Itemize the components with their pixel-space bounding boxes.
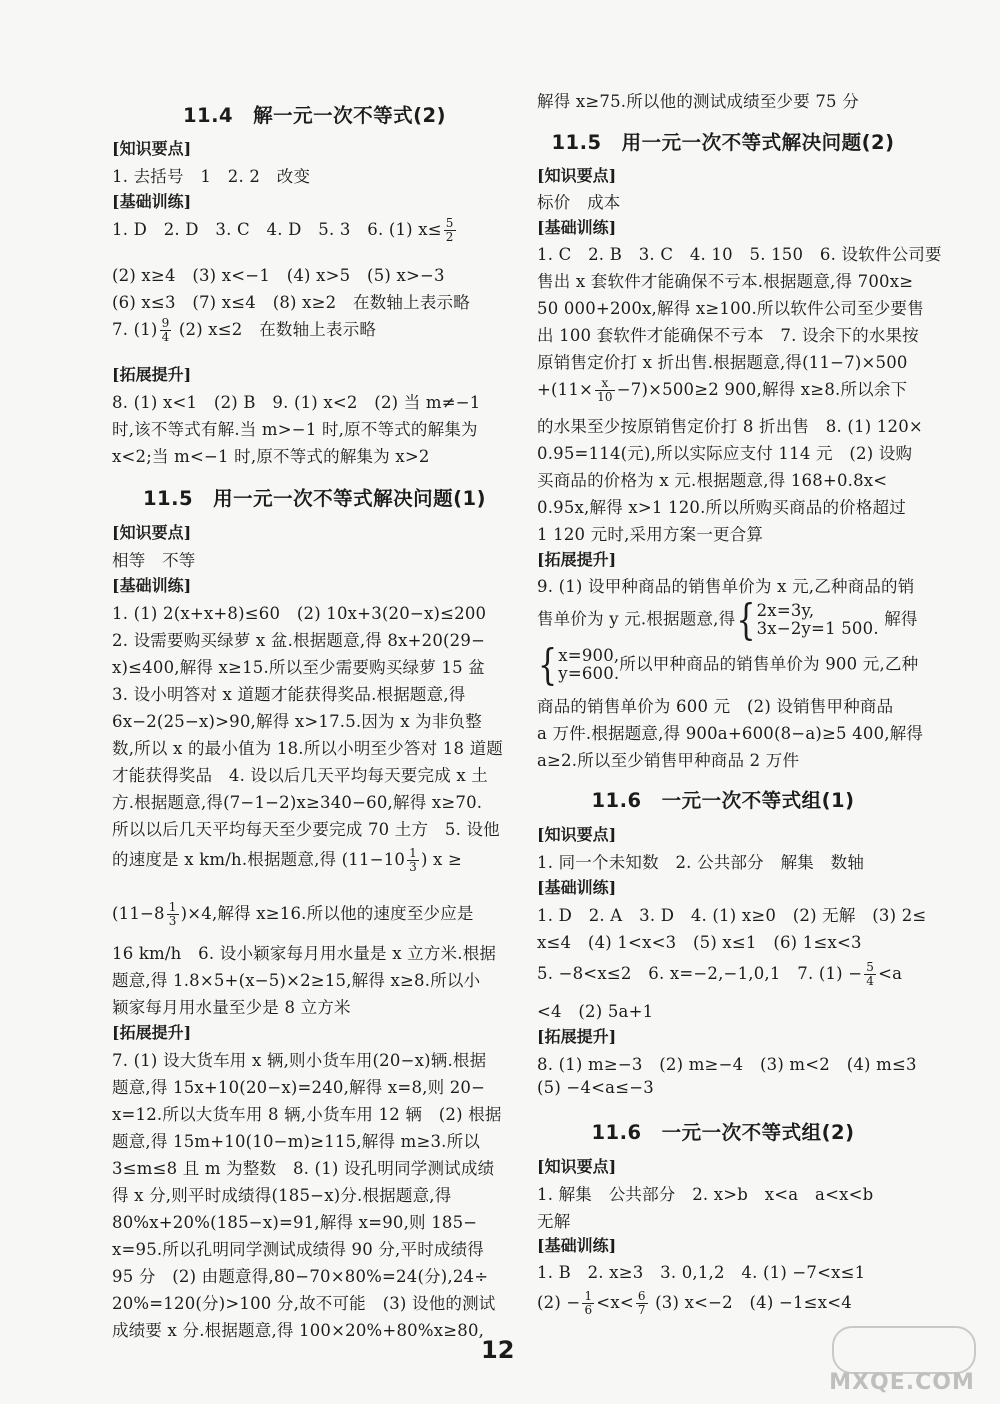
- answer-line: 方.根据题意,得(7−1−2)x≥340−60,解得 x≥70.: [112, 793, 483, 812]
- section-tag: [拓展提升]: [537, 550, 617, 569]
- equation-system: x=900, y=600.: [558, 646, 620, 683]
- answer-line: 题意,得 15x+10(20−x)=240,解得 x=8,则 20−: [112, 1078, 486, 1097]
- section-tag: [基础训练]: [537, 218, 617, 237]
- watermark-text: MXQE.COM: [829, 1370, 975, 1395]
- answer-line: 买商品的价格为 x 元.根据题意,得 168+0.8x<: [537, 471, 888, 490]
- answer-line: 0.95x,解得 x>1 120.所以所购买商品的价格超过: [537, 498, 906, 517]
- section-tag: [拓展提升]: [112, 365, 192, 384]
- fraction: $\frac{x}{10}$: [597, 376, 613, 404]
- answer-line: x≤4 (4) 1<x<3 (5) x≤1 (6) 1≤x<3: [537, 933, 862, 952]
- answer-line: (2) x≥4 (3) x<−1 (4) x>5 (5) x>−3: [112, 266, 445, 285]
- answer-line: 1. D 2. D 3. C 4. D 5. 3 6. (1) x≤ $\frac{5}{2}$: [112, 216, 454, 244]
- fraction: $\frac{5}{4}$: [866, 960, 875, 988]
- answer-line: 50 000+200x,解得 x≥100.所以软件公司至少要售: [537, 299, 924, 318]
- fraction: $\frac{5}{2}$: [445, 216, 454, 244]
- answer-line: x=95.所以孔明同学测试成绩得 90 分,平时成绩得: [112, 1240, 485, 1259]
- answer-line: 题意,得 15m+10(10−m)≥115,解得 m≥3.所以: [112, 1132, 481, 1151]
- answer-line: 才能获得奖品 4. 设以后几天平均每天要完成 x 土: [112, 766, 488, 785]
- answer-line: 售出 x 套软件才能确保不亏本.根据题意,得 700x≥: [537, 272, 914, 291]
- answer-line: x<2;当 m<−1 时,原不等式的解集为 x>2: [112, 447, 430, 466]
- answer-line: 商品的销售单价为 600 元 (2) 设销售甲种商品: [537, 697, 894, 716]
- section-tag: [知识要点]: [537, 166, 617, 185]
- answer-line: 1. 解集 公共部分 2. x>b x<a a<x<b: [537, 1185, 874, 1204]
- answer-line: x=12.所以大货车用 8 辆,小货车用 12 辆 (2) 根据: [112, 1105, 502, 1124]
- fraction: $\frac{6}{7}$: [637, 1289, 646, 1317]
- section-tag: [知识要点]: [537, 1157, 617, 1176]
- answer-line: 的水果至少按原销售定价打 8 折出售 8. (1) 120×: [537, 417, 923, 436]
- section-title: 11.4 解一元一次不等式(2): [182, 104, 446, 127]
- answer-line: 题意,得 1.8×5+(x−5)×2≥15,解得 x≥8.所以小: [112, 971, 481, 990]
- answer-line: 解得 x≥75.所以他的测试成绩至少要 75 分: [537, 92, 859, 111]
- answer-line: 售单价为 y 元.根据题意,得{ 2x=3y, 3x−2y=1 500. 解得: [537, 595, 918, 645]
- equation-system: 2x=3y, 3x−2y=1 500.: [756, 601, 879, 638]
- answer-line: +(11× $\frac{x}{10}$ −7)×500≥2 900,解得 x≥8.所以余下: [537, 376, 908, 404]
- answer-line: 出 100 套软件才能确保不亏本 7. 设余下的水果按: [537, 326, 919, 345]
- section-tag: [基础训练]: [537, 1236, 617, 1255]
- section-tag: [拓展提升]: [112, 1023, 192, 1042]
- watermark-logo: [812, 1326, 992, 1398]
- answer-line: 标价 成本: [537, 193, 621, 212]
- answer-line: 数,所以 x 的最小值为 18.所以小明至少答对 18 道题: [112, 739, 504, 758]
- section-title: 11.5 用一元一次不等式解决问题(1): [142, 487, 486, 510]
- answer-line: 3. 设小明答对 x 道题才能获得奖品.根据题意,得: [112, 685, 466, 704]
- answer-line: (11−8 $\frac{1}{3}$ )×4,解得 x≥16.所以他的速度至少应是: [112, 900, 474, 928]
- answer-line: 7. (1) $\frac{9}{4}$ (2) x≤2 在数轴上表示略: [112, 316, 377, 344]
- answer-line: 的速度是 x km/h.根据题意,得 (11−10 $\frac{1}{3}$ ) x ≥: [112, 846, 463, 874]
- answer-line: (6) x≤3 (7) x≤4 (8) x≥2 在数轴上表示略: [112, 293, 470, 312]
- answer-line: 1 120 元时,采用方案一更合算: [537, 525, 764, 544]
- answer-line: 6x−2(25−x)>90,解得 x>17.5.因为 x 为非负整: [112, 712, 482, 731]
- answer-line: a 万件.根据题意,得 900a+600(8−a)≥5 400,解得: [537, 724, 924, 743]
- answer-line: 0.95=114(元),所以实际应支付 114 元 (2) 设购: [537, 444, 913, 463]
- answer-line: 8. (1) x<1 (2) B 9. (1) x<2 (2) 当 m≠−1: [112, 393, 481, 412]
- answer-line: 1. C 2. B 3. C 4. 10 5. 150 6. 设软件公司要: [537, 245, 942, 264]
- answer-line: 原销售定价打 x 折出售.根据题意,得(11−7)×500: [537, 353, 908, 372]
- answer-line: 7. (1) 设大货车用 x 辆,则小货车用(20−x)辆.根据: [112, 1051, 487, 1070]
- answer-line: 成绩要 x 分.根据题意,得 100×20%+80%x≥80,: [112, 1321, 485, 1340]
- answer-line: a≥2.所以至少销售甲种商品 2 万件: [537, 751, 800, 770]
- answer-line: 时,该不等式有解.当 m>−1 时,原不等式的解集为: [112, 420, 478, 439]
- answer-line: 3≤m≤8 且 m 为整数 8. (1) 设孔明同学测试成绩: [112, 1159, 495, 1178]
- section-tag: [拓展提升]: [537, 1027, 617, 1046]
- section-title: 11.6 一元一次不等式组(1): [591, 789, 855, 812]
- answer-line: (2) − $\frac{1}{6}$ <x< $\frac{6}{7}$ (3) x<−2 (4) −1≤x<4: [537, 1289, 852, 1317]
- answer-line: 1. B 2. x≥3 3. 0,1,2 4. (1) −7<x≤1: [537, 1263, 866, 1282]
- fraction: $\frac{1}{6}$: [584, 1289, 593, 1317]
- section-tag: [基础训练]: [537, 878, 617, 897]
- section-tag: [知识要点]: [112, 139, 192, 158]
- answer-line: 颖家每月用水量至少是 8 立方米: [112, 998, 351, 1017]
- answer-line: 2. 设需要购买绿萝 x 盆.根据题意,得 8x+20(29−: [112, 631, 486, 650]
- section-tag: [基础训练]: [112, 576, 192, 595]
- section-title: 11.5 用一元一次不等式解决问题(2): [551, 131, 895, 154]
- section-tag: [知识要点]: [537, 825, 617, 844]
- answer-line: 8. (1) m≥−3 (2) m≥−4 (3) m<2 (4) m≤3: [537, 1055, 917, 1074]
- answer-line: 1. (1) 2(x+x+8)≤60 (2) 10x+3(20−x)≤200: [112, 604, 487, 623]
- section-tag: [知识要点]: [112, 523, 192, 542]
- answer-line: (5) −4<a≤−3: [537, 1078, 654, 1097]
- answer-line: <4 (2) 5a+1: [537, 1002, 654, 1021]
- answer-line: 得 x 分,则平时成绩得(185−x)分.根据题意,得: [112, 1186, 452, 1205]
- answer-line: 1. 去括号 1 2. 2 改变: [112, 167, 311, 186]
- fraction: $\frac{1}{3}$: [168, 900, 177, 928]
- answer-line: 95 分 (2) 由题意得,80−70×80%=24(分),24÷: [112, 1267, 489, 1286]
- answer-line: 1. D 2. A 3. D 4. (1) x≥0 (2) 无解 (3) 2≤: [537, 906, 927, 925]
- fraction: $\frac{9}{4}$: [161, 316, 170, 344]
- fraction: $\frac{1}{3}$: [409, 846, 417, 874]
- answer-line: 16 km/h 6. 设小颖家每月用水量是 x 立方米.根据: [112, 944, 497, 963]
- answer-line: 相等 不等: [112, 551, 196, 570]
- page-number: 12: [481, 1336, 515, 1364]
- watermark-icon: [832, 1326, 976, 1374]
- answer-line: 所以以后几天平均每天至少要完成 70 土方 5. 设他: [112, 820, 500, 839]
- answer-line: 5. −8<x≤2 6. x=−2,−1,0,1 7. (1) − $\frac{5}{4}$ <a: [537, 960, 903, 988]
- answer-line: 无解: [537, 1212, 571, 1231]
- answer-line: 80%x+20%(185−x)=91,解得 x=90,则 185−: [112, 1213, 478, 1232]
- section-title: 11.6 一元一次不等式组(2): [591, 1121, 855, 1144]
- answer-line: 9. (1) 设甲种商品的销售单价为 x 元,乙种商品的销: [537, 577, 915, 596]
- answer-line: 1. 同一个未知数 2. 公共部分 解集 数轴: [537, 853, 865, 872]
- section-tag: [基础训练]: [112, 192, 192, 211]
- answer-line: x)≤400,解得 x≥15.所以至少需要购买绿萝 15 盆: [112, 658, 485, 677]
- answer-line: { x=900, y=600. 所以甲种商品的销售单价为 900 元,乙种: [538, 640, 919, 690]
- answer-line: 20%=120(分)>100 分,故不可能 (3) 设他的测试: [112, 1294, 496, 1313]
